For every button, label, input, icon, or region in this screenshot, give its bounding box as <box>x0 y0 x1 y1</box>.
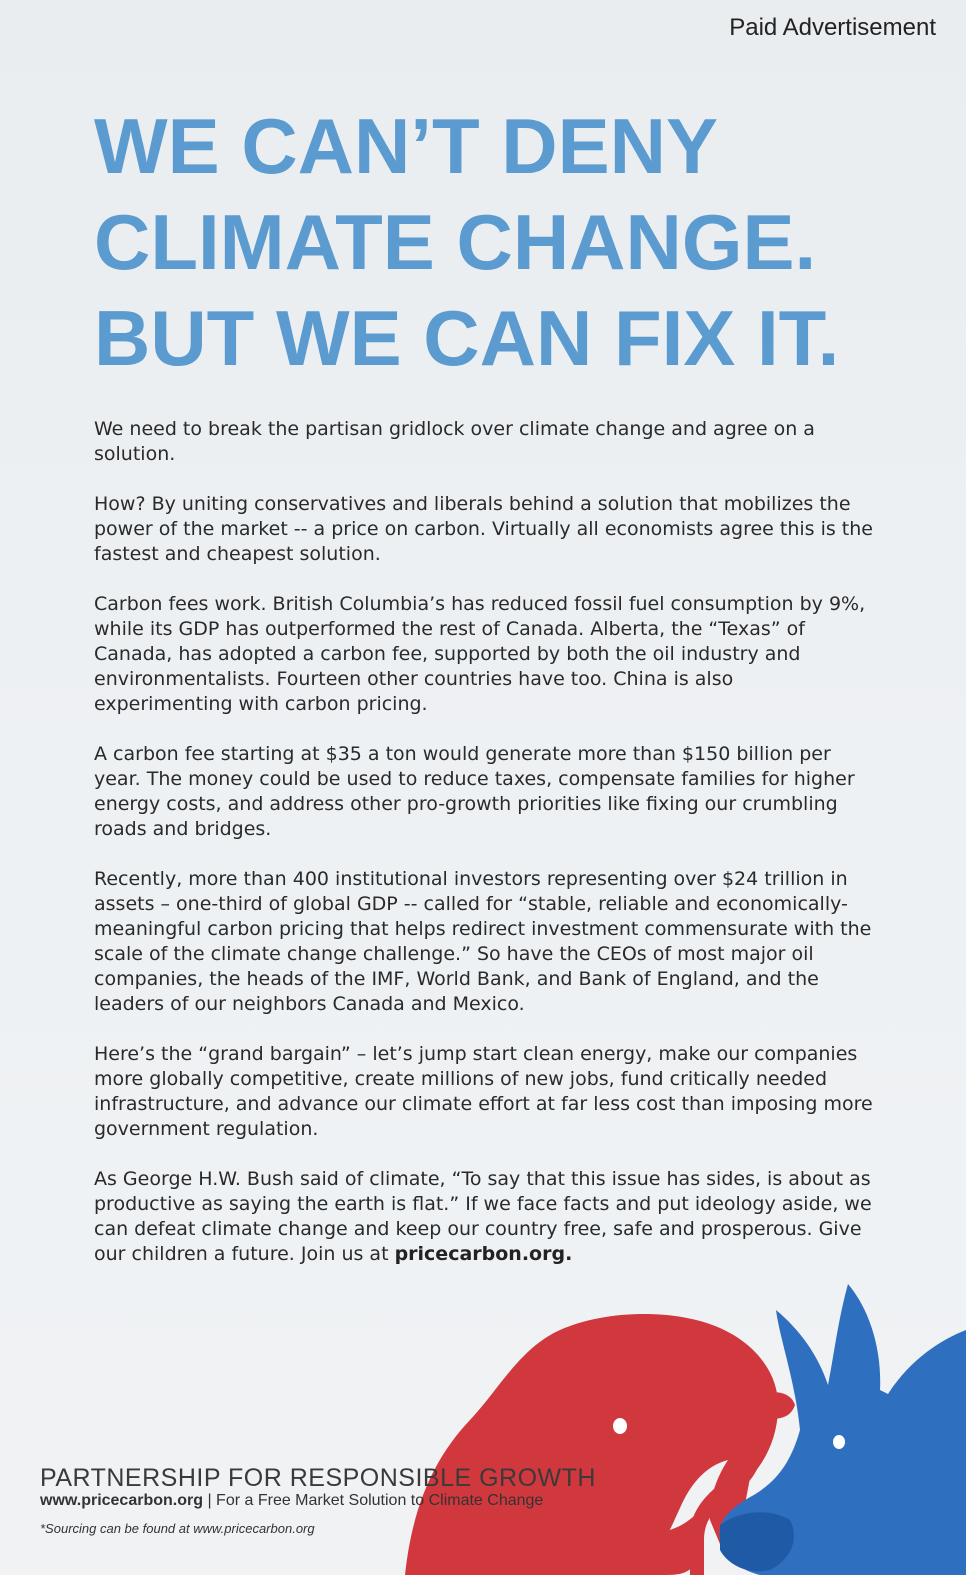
headline <box>94 98 954 386</box>
body-copy <box>94 417 874 1292</box>
paragraph-6: Here’s the “grand bargain” – let’s jump start clean energy, make our companies more globally competitive, create millions of new jobs, fund critically needed infrastructure, and advance our climate effort at far less cost than imposing more government regulation. <box>94 1043 873 1140</box>
paragraph-1: We need to break the partisan gridlock over climate change and agree on a solution. <box>94 418 815 465</box>
website-link[interactable]: www.pricecarbon.org <box>40 1492 203 1509</box>
sourcing-note: *Sourcing can be found at www.pricecarbon.org <box>40 1521 315 1536</box>
headline-line-2: CLIMATE CHANGE. <box>94 198 817 286</box>
organization-name: PARTNERSHIP FOR RESPONSIBLE GROWTH <box>40 1464 596 1492</box>
separator: | <box>203 1492 217 1509</box>
footer-tagline-line <box>40 1492 543 1510</box>
paragraph-7-text: As George H.W. Bush said of climate, “To say that this issue has sides, is about as productive as saying the earth is flat.” If we face facts and put ideology aside, we can defeat climate change and keep our country free, safe and prosperous. Give our children a future. Join us at <box>94 1168 872 1265</box>
paragraph-2: How? By uniting conservatives and liberals behind a solution that mobilizes the power of the market -- a price on carbon. Virtually all economists agree this is the fastest and cheapest solution. <box>94 493 873 565</box>
paragraph-5: Recently, more than 400 institutional investors representing over $24 trillion in assets – one-third of global GDP -- called for “stable, reliable and economically-meaningful carbon pricing that helps redirect investment commensurate with the scale of the climate change challenge.” So have the CEOs of most major oil companies, the heads of the IMF, World Bank, and Bank of England, and the leaders of our neighbors Canada and Mexico. <box>94 868 872 1015</box>
paid-advertisement-label: Paid Advertisement <box>729 14 936 41</box>
headline-line-3: BUT WE CAN FIX IT. <box>94 294 840 382</box>
headline-line-1: WE CAN’T DENY <box>94 102 718 190</box>
paragraph-7 <box>94 1167 874 1267</box>
tagline: For a Free Market Solution to Climate Change <box>216 1492 544 1509</box>
pricecarbon-link[interactable]: pricecarbon.org. <box>394 1243 573 1265</box>
paragraph-4: A carbon fee starting at $35 a ton would generate more than $150 billion per year. The money could be used to reduce taxes, compensate families for higher energy costs, and address other pro-growth priorities like fixing our crumbling roads and bridges. <box>94 743 855 840</box>
paragraph-3: Carbon fees work. British Columbia’s has reduced fossil fuel consumption by 9%, while its GDP has outperformed the rest of Canada. Alberta, the “Texas” of Canada, has adopted a carbon fee, supported by both the oil industry and environmentalists. Fourteen other countries have too. China is also experimenting with carbon pricing. <box>94 593 866 715</box>
